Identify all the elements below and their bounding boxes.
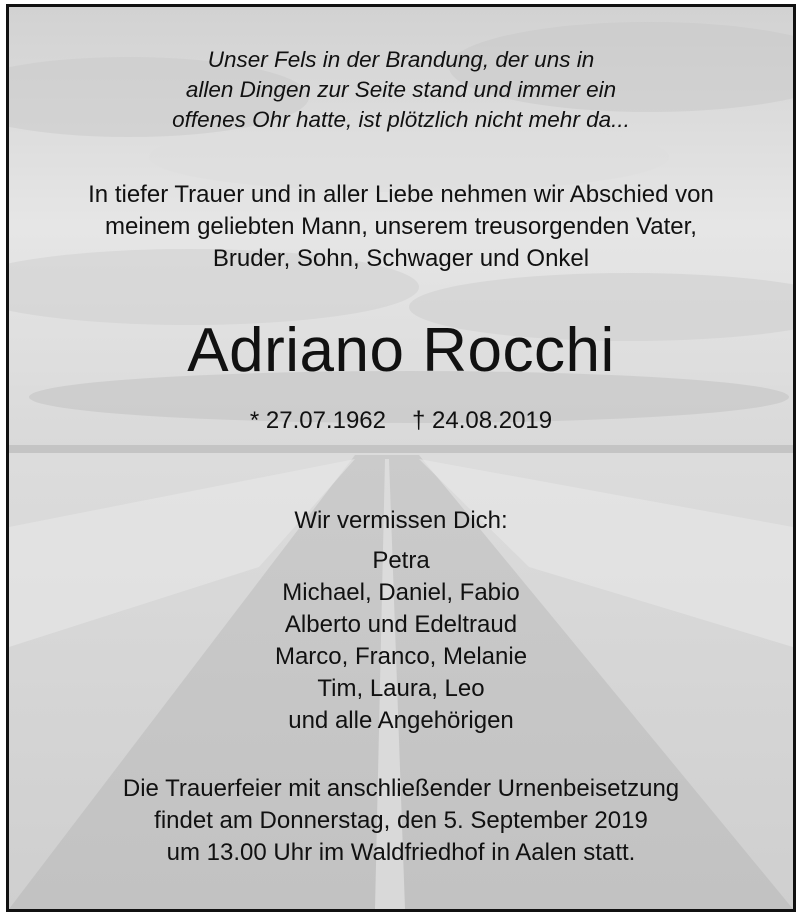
mourner-line: Marco, Franco, Melanie [274, 643, 528, 670]
quote-line: Unser Fels in der Brandung, der uns in [207, 47, 595, 72]
mourner-line: Tim, Laura, Leo [317, 675, 485, 702]
mourner-line: Michael, Daniel, Fabio [282, 579, 520, 606]
intro-line: meinem geliebten Mann, unserem treusorgenden Vater, [105, 213, 697, 240]
death-date: † 24.08.2019 [411, 407, 553, 434]
intro-line: In tiefer Trauer und in aller Liebe nehmen wir Abschied von [88, 181, 714, 208]
quote-line: allen Dingen zur Seite stand und immer ein [185, 77, 617, 102]
mourner-line: und alle Angehörigen [288, 707, 514, 734]
life-dates [9, 405, 793, 437]
memorial-quote [9, 45, 793, 135]
deceased-name: Adriano Rocchi [187, 316, 615, 385]
miss-heading: Wir vermissen Dich: [294, 507, 508, 534]
ceremony-line: um 13.00 Uhr im Waldfriedhof in Aalen statt. [166, 839, 636, 866]
birth-date: * 27.07.1962 [249, 407, 386, 434]
quote-line: offenes Ohr hatte, ist plötzlich nicht mehr da... [172, 107, 630, 132]
farewell-intro [9, 179, 793, 275]
mourner-line: Alberto und Edeltraud [284, 611, 518, 638]
obituary-notice [6, 4, 796, 912]
notice-text [9, 7, 793, 909]
ceremony-line: findet am Donnerstag, den 5. September 2019 [154, 807, 648, 834]
ceremony-info [9, 773, 793, 869]
mourners-list [9, 545, 793, 737]
ceremony-line: Die Trauerfeier mit anschließender Urnenbeisetzung [122, 775, 680, 802]
intro-line: Bruder, Sohn, Schwager und Onkel [212, 245, 590, 272]
mourner-line: Petra [372, 547, 430, 574]
